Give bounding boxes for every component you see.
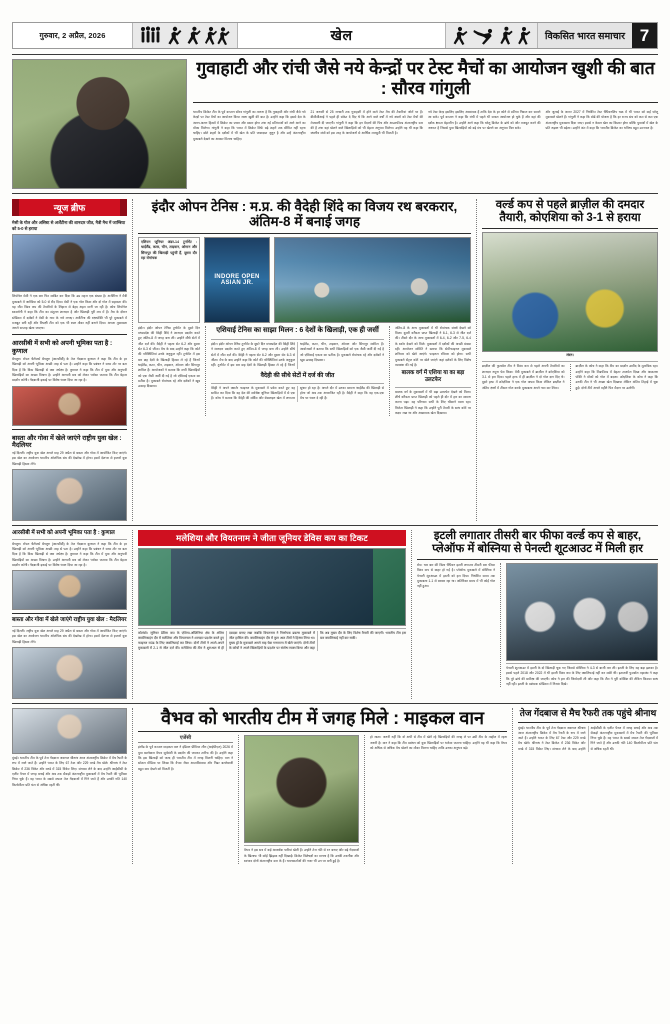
- tennis-headline: इंदौर ओपन टेनिस : म.प्र. की वैदेही शिंदे का विजय रथ बरकरार, अंतिम-8 में बनाई जगह: [151, 199, 458, 230]
- balak-varg-body: बालक वर्ग के मुकाबलों में भी बड़ा उलटफेर देखने को मिला। शीर्ष वरीयता प्राप्त खिलाड़ी को पहले ही दौर में हार का सामना करना पड़ा। यह परिणाम सभी के लिए चौंकाने वाला रहा। विजेता खिलाड़ी ने कहा कि उन्होंने पूरी तैयारी के साथ कोर्ट पर कदम रखा था और आक्रामक खेल दिखाया।: [395, 389, 471, 415]
- brief-item-2: [12, 338, 127, 425]
- brief-1-headline: मेसी के गोल और असिस्ट से अर्जेंटीना की शानदार जीत, मैत्री मैच में जाम्बिया को 5-0 से हराया: [12, 220, 126, 232]
- brazil-body-right: ब्राज़ील के कोच ने कहा कि टीम का प्रदर्शन उम्मीद के मुताबिक रहा। उन्होंने कहा कि मिडफील्ड में बेहतर तालमेल दिखा और आक्रमण पंक्ति ने मौकों को गोल में बदला। क्रोएशिया के कोच ने कहा कि उनकी टीम ने भी अच्छा खेल दिखाया लेकिन अंतिम तिहाई में चूक हुई। दोनों टीमें अगले महीने फिर मैदान पर उतरेंगी।: [575, 364, 658, 390]
- masthead: [12, 22, 658, 49]
- brazil-cap-divider: [482, 361, 658, 362]
- vaibhav-headline: वैभव को भारतीय टीम में जगह मिले : माइकल वान: [160, 707, 485, 728]
- italy-team-dejected-photo: [506, 563, 658, 661]
- masthead-rule: [12, 54, 658, 55]
- tennis-match-photo: [274, 237, 471, 323]
- tennis-top-row: [138, 237, 471, 323]
- left-divider-1: [12, 334, 127, 335]
- srinath-body: मुंबई। भारतीय टीम के पूर्व तेज गेंदबाज जवागल श्रीनाथ आज अंतरराष्ट्रीय क्रिकेट में मैच रैफरी के रूप में जाने जाते हैं। उन्होंने भारत के लिए 67 टेस्ट और 229 वनडे मैच खेले। श्रीनाथ ने टेस्ट क्रिकेट में 236 विकेट और वनडे में 315 विकेट लिए। संन्यास लेने के बाद उन्होंने आईसीसी के एलीट पैनल में जगह बनाई और अब तक सैकड़ों अंतरराष्ट्रीय मुकाबलों में मैच रैफरी की भूमिका निभा चुके हैं। वह भारत के सबसे सफल तेज गेंदबाजों में गिने जाते हैं और उनकी गति 140 किलोमीटर प्रति घंटा से अधिक रहती थी।: [518, 725, 658, 751]
- brief-2-headline: आरसीबी में सभी को अपनी भूमिका पता है : कुणाल: [12, 340, 113, 356]
- bottom-sep-1: [132, 708, 133, 865]
- brazil-headline: वर्ल्ड कप से पहले ब्राज़ील की दमदार तैयारी, कोएशिया को 3-1 से हराया: [495, 199, 645, 225]
- official-photo: [12, 469, 127, 521]
- indore-open-ad: INDORE OPEN ASIAN JR.: [204, 237, 270, 323]
- lead-columns: [193, 110, 658, 189]
- brief-item-1: [12, 218, 127, 331]
- javelin-thrower-icon: [452, 26, 469, 45]
- bottom-left-column: [12, 708, 127, 865]
- junior-davis-cup-block: [138, 530, 406, 699]
- vaibhav-divider: [138, 731, 507, 732]
- vaidehi-divider: [211, 383, 384, 384]
- left-cont-div-1: [12, 539, 127, 540]
- vaibhav-col1: इंग्लैंड के पूर्व कप्तान माइकल वान ने इंडियन प्रीमियर लीग (आईपीएल) 2026 में युवा बल्लेबाज वैभव सूर्यवंशी के प्रदर्शन की जमकर तारीफ की है। उन्होंने कहा कि इस खिलाड़ी को जल्द ही भारतीय टीम में जगह मिलनी चाहिए। वान ने सोशल मीडिया पर लिखा कि वैभव जैसा आत्मविश्वास और निडर बल्लेबाजी बहुत कम देखने को मिलती है।: [138, 745, 233, 771]
- band2-sep-1: [132, 530, 133, 699]
- right-column: [482, 199, 658, 521]
- scoreline-body: अंतिम-8 के अन्य मुकाबलों में भी रोमांचक संघर्ष देखने को मिला। दूसरी वरीयता प्राप्त खिलाड़ी ने 6-1, 6-3 से जीत दर्ज की। तीसरे दौर के अन्य मुकाबलों में 6-4, 6-2 और 7-5, 6-4 के स्कोर देखने को मिले। मुकाबलों में दर्शकों की अच्छी संख्या रही। आयोजन समिति ने बताया कि सेमीफाइनल मुकाबले शनिवार को खेले जाएंगे। फाइनल रविवार को होगा। सभी मुकाबले सेंट्रल कोर्ट पर खेले जाएंगे जहां दर्शकों के लिए विशेष व्यवस्था की गई है।: [395, 325, 471, 368]
- lead-headline: गुवाहाटी और रांची जैसे नये केन्द्रों पर टेस्ट मैचों का आयोजन खुशी की बात : सौरव गांगुली: [196, 58, 655, 98]
- asian-tennis-body: इंदौर। इंदौर ओपन टेनिस टूर्नामेंट के दूसरे दिन मध्यप्रदेश की वैदेही शिंदे ने शानदार प्रदर्शन करते हुए अंतिम-8 में जगह बना ली। उन्होंने सीधे सेटों में जीत दर्ज की। वैदेही ने पहला सेट 6-2 और दूसरा सेट 6-3 से जीता। मैच के बाद उन्होंने कहा कि कोर्ट की परिस्थितियां उनके अनुकूल रहीं। टूर्नामेंट में इस बार छह देशों के खिलाड़ी हिस्सा ले रहे हैं जिनमें थाईलैंड, कतर, चीन, ताइवान, ओमान और सिंगापुर शामिल हैं। आयोजकों ने बताया कि सभी खिलाड़ियों को एक जैसी जर्सी दी गई है जो एशियाई एकता का प्रतीक है। मुकाबले रोमांचक रहे और दर्शकों ने खूब उत्साह दिखाया।: [211, 342, 384, 368]
- vaibhav-block: [138, 708, 507, 865]
- vaibhav-sep-1: [238, 735, 239, 864]
- balak-varg-subhead: बालक वर्ग में एशिया या का बड़ा उलटफेर: [401, 370, 465, 383]
- runner-icon: [186, 26, 201, 45]
- lead-col-2: 21 जनवरी से 25 जनवरी तक गुवाहाटी में होने वाले टेस्ट मैच की तैयारियां जोरों पर हैं। बीसीसीआई ने पहले ही संकेत दे दिए थे कि आने वाले वर्षों में नये स्थलों को टेस्ट मैचों की मेजबानी दी जाएगी। गांगुली ने कहा कि इन मैदानों की पिच और आउटफील्ड अंतरराष्ट्रीय स्तर की हैं तथा यहां खेलने वाले खिलाड़ियों को भी बेहतर अनुभव मिलेगा। उन्होंने यह भी कहा कि स्थानीय संघों को इस तरह के आयोजनों से आर्थिक मजबूती भी मिलती है।: [310, 109, 423, 136]
- mid-right-separator: [476, 199, 477, 521]
- middle-column: [138, 199, 471, 521]
- junior-cap-div: [138, 628, 406, 629]
- left-cont-div-3: [12, 626, 127, 627]
- page-number: 7: [632, 23, 657, 48]
- tennis-body-row: [138, 326, 471, 416]
- left-column-continued: [12, 530, 127, 699]
- italy-divider: [417, 559, 658, 560]
- rcb-player-photo: [12, 386, 127, 426]
- brief-2-body: बेंगलुरु। रॉयल चैलेंजर्स बेंगलुरु (आरसीबी) के तेज गेंदबाज कुणाल ने कहा कि टीम के हर खिलाड़ी को अपनी भूमिका अच्छी तरह से पता है। उन्होंने कहा कि प्रबंधन ने साफ तौर पर बता दिया है कि किस खिलाड़ी से क्या अपेक्षा है। कुणाल ने कहा कि टीम में युवा और अनुभवी खिलाड़ियों का अच्छा मिश्रण है। उन्होंने आगामी सत्र को लेकर भरोसा जताया कि टीम बेहतर प्रदर्शन करेगी। गेंदबाजी इकाई पर विशेष ध्यान दिया जा रहा है।: [12, 356, 127, 383]
- brief-3-body: नई दिल्ली। राष्ट्रीय युवा खेल अगले माह 29 अप्रैल से बास्ता और गोवा में आयोजित किए जाएंगे। इस खेल का आयोजन भारतीय ओलंपिक संघ की देखरेख में होगा। इसमें देशभर से हजारों युवा खिलाड़ी हिस्सा लेंगे।: [12, 450, 127, 466]
- asian-tennis-subhead: एशियाई टेनिस का साझा मिलन : 6 देशों के खिलाड़ी, एक ही जर्सी: [216, 326, 379, 334]
- left-cont-headline-2: बास्ता और गोवा में खेले जाएंगे राष्ट्रीय युवा खेल : मैदलियर: [12, 617, 127, 624]
- vaidehi-body: वैदेही ने अपने क्वार्टर फाइनल के मुकाबले में प्रवेश करते हुए यह साबित कर दिया कि वह देश की सर्वश्रेष्ठ जूनियर खिलाड़ियों में से एक हैं। कोच ने बताया कि वैदेही की सर्विस और बेसलाइन खेल में लगातार सुधार हो रहा है। अगले दौर में उनका सामना थाईलैंड की खिलाड़ी से होगा जो अब तक अपराजित रही है। वैदेही ने कहा कि वह एक-एक मैच पर ध्यान दे रही हैं।: [211, 385, 384, 401]
- brazil-photo-caption: लंदन।: [566, 353, 574, 358]
- left-cont-body-1: बेंगलुरु। रॉयल चैलेंजर्स बेंगलुरु (आरसीबी) के तेज गेंदबाज कुणाल ने कहा कि टीम के हर खिलाड़ी को अपनी भूमिका अच्छी तरह से पता है। उन्होंने कहा कि प्रबंधन ने साफ तौर पर बता दिया है कि किस खिलाड़ी से क्या अपेक्षा है। कुणाल ने कहा कि टीम में युवा और अनुभवी खिलाड़ियों का अच्छा मिश्रण है। उन्होंने आगामी सत्र को लेकर भरोसा जताया कि टीम बेहतर प्रदर्शन करेगी। गेंदबाजी इकाई पर विशेष ध्यान दिया जा रहा है।: [12, 541, 127, 567]
- brazil-divider: [482, 228, 658, 229]
- italy-inner-sep: [500, 563, 501, 687]
- junior-davis-cup-team-photo: [138, 548, 406, 626]
- official-photo-2: [12, 647, 127, 699]
- lead-col-4: और जुलाई के अन्तर 2027 में निर्धारित टेस्ट चैंपियनशिप चक्र में भी भारत को कई घरेलू मुकाबले खेलने हैं। गांगुली ने कहा कि बोर्ड की योजना है कि हर राज्य संघ को कम से कम एक अंतरराष्ट्रीय मुकाबला दिया जाए। इससे न केवल खेल का विस्तार होगा बल्कि युवाओं में खेल के प्रति रुझान भी बढ़ेगा। उन्होंने अंत में कहा कि भारतीय क्रिकेट का भविष्य बहुत उज्ज्वल है।: [545, 109, 658, 130]
- brazil-body-sep: [570, 364, 571, 391]
- italy-body-left: रोम। चार बार की विश्व चैंपियन इटली लगातार तीसरी बार फीफा विश्व कप से बाहर हो गई है। प्लेऑफ मुकाबले में बोस्निया ने पेनल्टी शूटआउट में इटली को हरा दिया। निर्धारित समय तक मुकाबला 1-1 से बराबर रहा था। अतिरिक्त समय में भी कोई गोल नहीं हुआ।: [417, 563, 495, 589]
- left-cont-body-2: नई दिल्ली। राष्ट्रीय युवा खेल अगले माह 29 अप्रैल से बास्ता और गोवा में आयोजित किए जाएंगे। इस खेल का आयोजन भारतीय ओलंपिक संघ की देखरेख में होगा। इसमें देशभर से हजारों युवा खिलाड़ी हिस्सा लेंगे।: [12, 628, 127, 644]
- italy-body-right: पेनल्टी शूटआउट में इटली के दो खिलाड़ी चूक गए जिससे बोस्निया ने 4-3 से बाजी मार ली। इटली के लिए यह बड़ा झटका है। इससे पहले 2018 और 2022 में भी इटली विश्व कप के लिए क्वालिफाई नहीं कर सकी थी। इतालवी फुटबॉल महासंघ ने कहा कि पूरे ढांचे की समीक्षा की जाएगी। कोच ने हार की जिम्मेदारी ली और कहा कि टीम ने पूरी कोशिश की लेकिन किस्मत साथ नहीं रही। इटली के प्रशंसक स्टेडियम में निराश दिखे।: [506, 666, 658, 687]
- brief-3-headline: बास्ता और गोवा में खेले जाएंगे राष्ट्रीय युवा खेल : मैदलियर: [12, 434, 122, 450]
- masthead-icons-right: [446, 23, 537, 48]
- brief-item-3: [12, 433, 127, 521]
- lead-col-3: नये टेस्ट केन्द्र इसलिए इसलिए आवश्यक हैं ताकि देश के हर कोने से प्रतिभा निकल कर सामने आ सके। पूर्व कप्तान ने कहा कि रांची में पहले भी सफल आयोजन हो चुके हैं और वहां की दर्शक क्षमता बेहतरीन है। उन्होंने आगे कहा कि घरेलू क्रिकेट के ढांचे को और मजबूत करने की जरूरत है जिससे युवा खिलाड़ियों को बड़े मंच पर खेलने का अनुभव मिल सके।: [428, 109, 541, 130]
- mid-inner-sep-2: [389, 326, 390, 416]
- bottom-left-body: मुंबई। भारतीय टीम के पूर्व तेज गेंदबाज जवागल श्रीनाथ आज अंतरराष्ट्रीय क्रिकेट में मैच रैफरी के रूप में जाने जाते हैं। उन्होंने भारत के लिए 67 टेस्ट और 229 वनडे मैच खेले। श्रीनाथ ने टेस्ट क्रिकेट में 236 विकेट और वनडे में 315 विकेट लिए। संन्यास लेने के बाद उन्होंने आईसीसी के एलीट पैनल में जगह बनाई और अब तक सैकड़ों अंतरराष्ट्रीय मुकाबलों में मैच रैफरी की भूमिका निभा चुके हैं। वह भारत के सबसे सफल तेज गेंदबाजों में गिने जाते हैं और उनकी गति 140 किलोमीटर प्रति घंटा से अधिक रहती थी।: [12, 755, 127, 787]
- mid-inner-sep-1: [205, 326, 206, 416]
- tennis-divider: [138, 233, 471, 234]
- tennis-left-narrow-body: इंदौर। इंदौर ओपन टेनिस टूर्नामेंट के दूसरे दिन मध्यप्रदेश की वैदेही शिंदे ने शानदार प्रदर्शन करते हुए अंतिम-8 में जगह बना ली। उन्होंने सीधे सेटों में जीत दर्ज की। वैदेही ने पहला सेट 6-2 और दूसरा सेट 6-3 से जीता। मैच के बाद उन्होंने कहा कि कोर्ट की परिस्थितियां उनके अनुकूल रहीं। टूर्नामेंट में इस बार छह देशों के खिलाड़ी हिस्सा ले रहे हैं जिनमें थाईलैंड, कतर, चीन, ताइवान, ओमान और सिंगापुर शामिल हैं। आयोजकों ने बताया कि सभी खिलाड़ियों को एक जैसी जर्सी दी गई है जो एशियाई एकता का प्रतीक है। मुकाबले रोमांचक रहे और दर्शकों ने खूब उत्साह दिखाया।: [138, 325, 200, 389]
- bottom-section-rule: [12, 703, 658, 704]
- balak-divider: [395, 387, 471, 388]
- masthead-icons-left: [133, 23, 237, 48]
- lead-bottom-rule: [12, 193, 658, 194]
- second-band: [12, 530, 658, 699]
- michael-vaughan-photo: [12, 708, 127, 754]
- vaibhav-col3: हो जाता। जरूरी नहीं कि वो अभी से टीम में खेलें रहे खिलाड़ियों की जगह ले पर उसी टीम के माहौल में रहना जरूरी है। वान ने कहा कि टीम प्रबंधन को युवा खिलाड़ियों पर भरोसा जताना चाहिए। उन्होंने यह भी कहा कि वैभव को अधिक से अधिक मैच खेलने का मौका मिलना चाहिए ताकि उनका अनुभव बढ़े।: [370, 735, 507, 751]
- footballers-icon: [205, 26, 231, 45]
- junior-davis-caption: कोलंबो। जूनियर डेविस कप के एशिया-ओशिनिया क्षेत्र के अंतिम क्वालिफाइंग दौर में मलेशिया और वियतनाम ने शानदार प्रदर्शन करते हुए फाइनल राउंड के लिए क्वालिफाई कर लिया। दोनों टीमों ने अपने-अपने मुकाबलों में 2-1 से जीत दर्ज की। मलेशिया की टीम ने शुरुआत से ही दबदबा बनाए रखा जबकि वियतनाम ने निर्णायक डबल्स मुकाबले में जीत हासिल की। क्वालिफाइंग दौर में कुल आठ टीमों ने हिस्सा लिया था। मुख्य ड्रॉ के मुकाबले अगले माह चेक गणराज्य में खेले जाएंगे। दोनों टीमों के कोचों ने अपने खिलाड़ियों के प्रदर्शन पर संतोष व्यक्त किया और कहा कि अब मुख्य दौर के लिए विशेष तैयारी की जाएगी। भारतीय टीम इस बार क्वालिफाई नहीं कर सकी।: [138, 631, 406, 651]
- tennis-info-box: एशियन जूनियर अंडर-14 टूर्नामेंट : थाईलैंड, कतर, चीन, ताइवान, ओमान और सिंगापुर की खिलाड़ी पहुंचीं हैं, दूसरा दौर रहा रोमांचक: [138, 237, 200, 323]
- vaibhav-sep-2: [364, 735, 365, 864]
- hurdler-icon: [517, 26, 531, 45]
- lead-story: [12, 59, 658, 189]
- vaibhav-byline: एजेंसी: [138, 735, 233, 743]
- italy-block: [417, 530, 658, 699]
- bottom-band: [12, 708, 658, 865]
- srinath-divider: [518, 722, 658, 723]
- asian-tennis-divider: [211, 339, 384, 340]
- brazil-team-celebration-photo: [482, 232, 658, 352]
- left-column: [12, 199, 127, 521]
- messi-photo: [12, 234, 127, 292]
- mid-section-rule: [12, 525, 658, 526]
- vaidehi-subhead: वैदेही की सीधे सेटों में दर्ज की जीत: [260, 372, 335, 379]
- left-cont-headline-1: आरसीबी में सभी को अपनी भूमिका पता है : कुणाल: [12, 529, 115, 536]
- lead-divider: [193, 102, 658, 103]
- vaibhav-col2: वैभव ने इस सत्र में कई आकर्षक पारियां खेली हैं। उन्होंने तेज गति से रन बनाए और बड़े गेंदबाजों के खिलाफ भी कोई झिझक नहीं दिखाई। क्रिकेट विशेषज्ञों का मानना है कि उनकी तकनीक और स्वभाव दोनों अंतरराष्ट्रीय स्तर के हैं। चयनकर्ताओं की नजर भी उन पर बनी हुई है।: [244, 848, 359, 864]
- sprinter-icon: [499, 26, 513, 45]
- diver-icon: [473, 26, 495, 45]
- italy-photo-div: [506, 663, 658, 664]
- main-grid: [12, 199, 658, 521]
- section-title: खेल: [237, 23, 446, 48]
- masthead-date: गुरुवार, 2 अप्रैल, 2026: [13, 23, 133, 48]
- cricket-bowler-icon: [165, 26, 182, 45]
- bottom-sep-2: [512, 708, 513, 865]
- sourav-ganguly-photo: [12, 59, 187, 189]
- lead-col-1: भारतीय क्रिकेट टीम के पूर्व कप्तान सौरव गांगुली का मानना है कि गुवाहाटी और रांची जैसे नये केन्द्रों पर टेस्ट मैचों का आयोजन किया जाना खुशी की बात है। उन्होंने कहा कि इससे देश के अलग-अलग हिस्सों में क्रिकेट का प्रचार और प्रसार होगा तथा नई प्रतिभाओं को आगे आने का मौका मिलेगा। गांगुली ने कहा कि भारत में क्रिकेट सिर्फ बड़े शहरों तक सीमित नहीं रहना चाहिए। छोटे शहरों के दर्शकों में भी खेल के प्रति जबरदस्त जुनून है और उन्हें अंतरराष्ट्रीय मुकाबले देखने का अवसर मिलना चाहिए।: [193, 109, 306, 141]
- masthead-brand: विकसित भारत समाचार: [537, 23, 632, 48]
- band2-sep-2: [411, 530, 412, 699]
- vaibhav-player-photo: [244, 735, 359, 843]
- team-silhouette-icon: [139, 26, 161, 45]
- lead-text-area: [193, 59, 658, 189]
- left-divider-2: [12, 429, 127, 430]
- italy-headline: इटली लगातार तीसरी बार फीफा वर्ल्ड कप से बाहर, प्लेऑफ में बोस्निया से पेनल्टी शूटआउट में मिली हार: [432, 529, 643, 555]
- left-cont-div-2: [12, 613, 127, 614]
- junior-davis-banner: मलेशिया और वियतनाम ने जीता जूनियर डेविस कप का टिकट: [138, 530, 406, 546]
- brief-1-body: लियोनेल मेसी ने एक बार फिर साबित कर दिया कि उम्र महज एक संख्या है। अर्जेंटीना ने मैत्री मुकाबले में जाम्बिया को 5-0 से रौंद दिया। मेसी ने एक गोल किया और दो गोल में सहायता की। यह जीत विश्व कप की तैयारियों के लिहाज से बेहद अहम मानी जा रही है। कोच लियोनेल स्कालोनी ने कहा कि टीम का संतुलन शानदार है और खिलाड़ी पूरी लय में हैं। मैच के दौरान स्टेडियम में दर्शकों ने मेसी के नाम के नारे लगाए। अर्जेंटीना की रक्षापंक्ति भी पूरे मुकाबले में मजबूत बनी रही और विपक्षी टीम को एक भी स्पष्ट मौका नहीं बनाने दिया। अगला मुकाबला अगले सप्ताह खेला जाएगा।: [12, 294, 127, 331]
- left-mid-separator: [132, 199, 133, 521]
- vaibhav-photo-div: [244, 845, 359, 846]
- news-brief-banner: न्यूज ब्रीफ: [12, 199, 127, 216]
- srinath-block: [518, 708, 658, 865]
- rcb-player-photo-2: [12, 570, 127, 610]
- srinath-headline: तेज गेंदबाज से मैच रैफरी तक पहुंचे श्रीनाथ: [519, 707, 657, 718]
- brazil-body-left: ब्राज़ील की फुटबॉल टीम ने विश्व कप से पहले अपनी तैयारियों का शानदार नमूना पेश किया। मैत्री मुकाबले में ब्राज़ील ने क्रोएशिया को 3-1 से हरा दिया। पहले हाफ में ही ब्राज़ील ने दो गोल दाग दिए थे। दूसरे हाफ में क्रोएशिया ने एक गोल वापस किया लेकिन ब्राज़ील ने अंतिम क्षणों में तीसरा गोल करके मुकाबला अपने नाम कर लिया।: [482, 364, 565, 390]
